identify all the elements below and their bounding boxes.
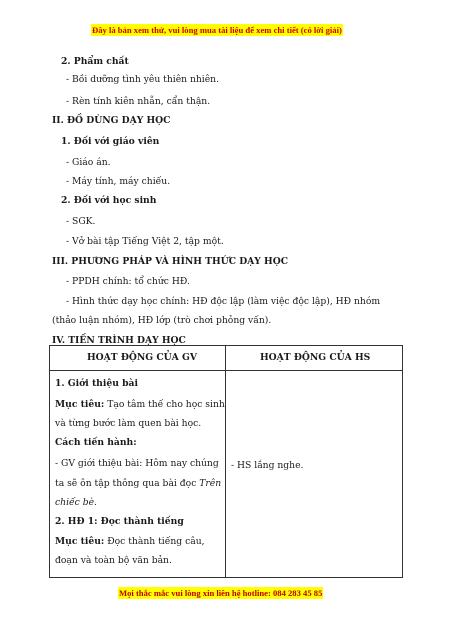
objective-line — [55, 398, 225, 411]
column-header-gv: HOẠT ĐỘNG CỦA GV — [87, 352, 197, 363]
hs-activity-line: - HS lắng nghe. — [231, 460, 304, 471]
list-item: - Vở bài tập Tiếng Việt 2, tập một. — [66, 236, 224, 247]
intro-heading: 1. Giới thiệu bài — [55, 378, 138, 389]
reading-title: Trên — [199, 478, 222, 489]
gv-activity-line — [55, 477, 221, 490]
objective-label: Mục tiêu: — [55, 399, 105, 410]
objective-line — [55, 535, 205, 548]
list-item: - PPDH chính: tổ chức HĐ. — [66, 276, 190, 287]
preview-notice-banner: Đây là bản xem thử, vui lòng mua tài liệu để xem chi tiết (có lời giải) — [92, 25, 342, 35]
hotline-banner: Mọi thắc mắc vui lòng xin liên hệ hotline: 084 283 45 85 — [119, 588, 323, 598]
objective-text-continued: đoạn và toàn bộ văn bản. — [55, 555, 172, 566]
list-item: - Máy tính, máy chiếu. — [66, 176, 171, 187]
list-item-continuation: (thảo luận nhóm), HĐ lớp (trò chơi phỏng vấn). — [52, 315, 272, 326]
gv-activity-line — [55, 496, 97, 509]
activity-1-heading: 2. HĐ 1: Đọc thành tiếng — [55, 516, 184, 527]
section-iv-heading: IV. TIẾN TRÌNH DẠY HỌC — [52, 335, 186, 346]
objective-text: Tạo tâm thế cho học sinh — [104, 399, 225, 410]
section-2-heading: 2. Phẩm chất — [61, 56, 129, 67]
objective-text-continued: và từng bước làm quen bài học. — [55, 418, 202, 429]
objective-text: Đọc thành tiếng câu, — [104, 536, 205, 547]
section-ii-heading: II. ĐỒ DÙNG DẠY HỌC — [52, 115, 171, 126]
section-ii-2-heading: 2. Đối với học sinh — [61, 195, 157, 206]
list-item: - Bồi dưỡng tình yêu thiên nhiên. — [66, 74, 220, 85]
lesson-plan-table — [49, 345, 403, 578]
column-header-hs: HOẠT ĐỘNG CỦA HS — [260, 352, 371, 363]
gv-activity-text: ta sẽ ôn tập thông qua bài đọc — [55, 478, 200, 489]
column-divider — [225, 346, 226, 577]
gv-activity-line: - GV giới thiệu bài: Hôm nay chúng — [55, 458, 219, 469]
header-divider — [50, 370, 402, 371]
section-iii-heading: III. PHƯƠNG PHÁP VÀ HÌNH THỨC DẠY HỌC — [52, 256, 289, 267]
list-item: - Giáo án. — [66, 157, 111, 168]
list-item: - SGK. — [66, 216, 96, 227]
objective-label: Mục tiêu: — [55, 536, 105, 547]
list-item: - Rèn tính kiên nhẫn, cẩn thận. — [66, 96, 211, 107]
reading-title-continued: chiếc bè — [55, 497, 95, 508]
procedure-label: Cách tiến hành: — [55, 437, 137, 448]
section-ii-1-heading: 1. Đối với giáo viên — [61, 136, 160, 147]
list-item: - Hình thức dạy học chính: HĐ độc lập (làm việc độc lập), HĐ nhóm — [66, 296, 381, 307]
gv-activity-text: . — [94, 497, 97, 508]
